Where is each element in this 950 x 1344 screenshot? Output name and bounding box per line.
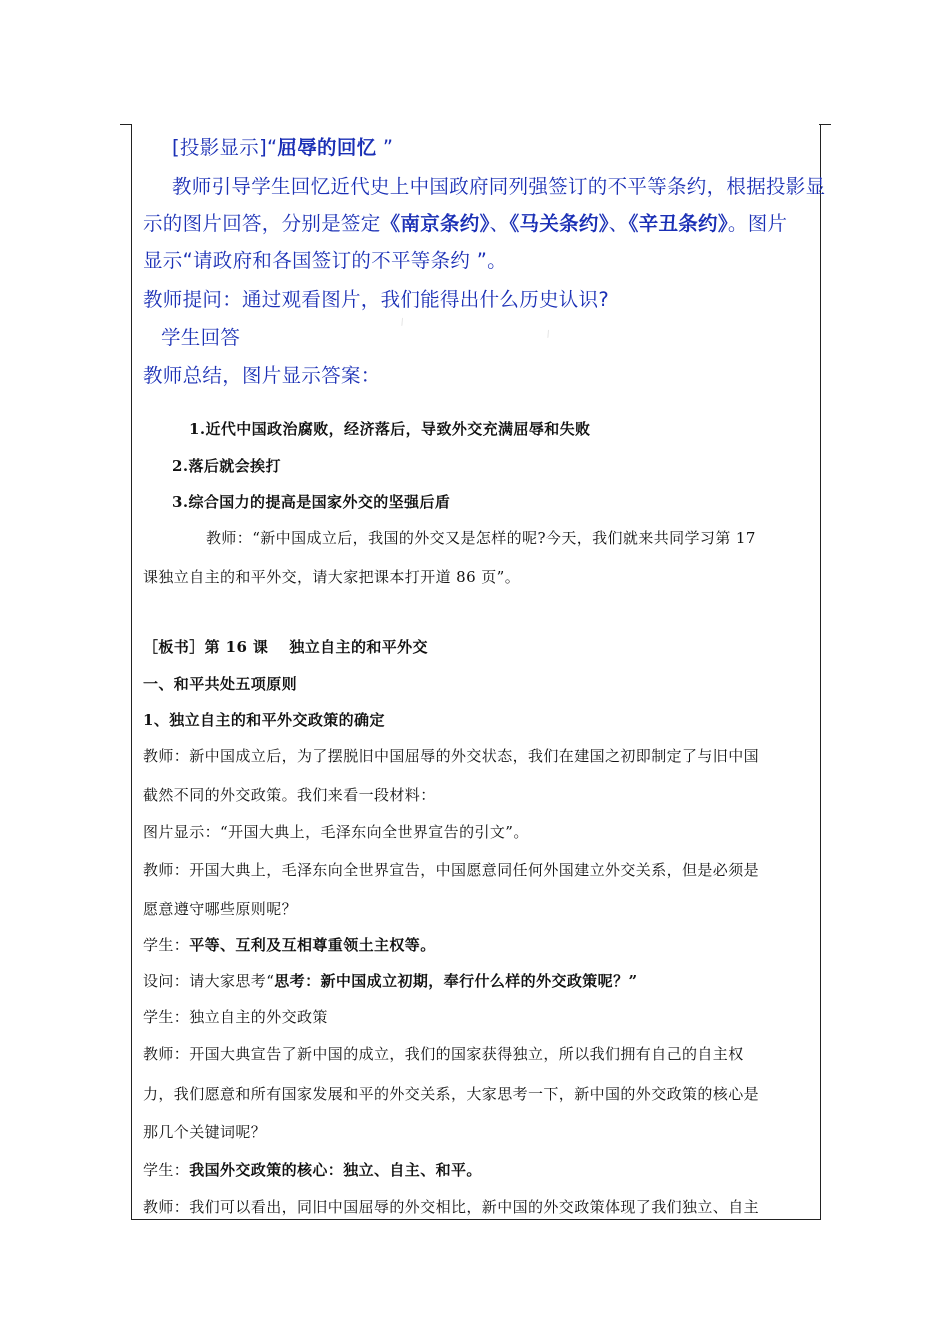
treaty-maguan: 《马关条约》 (509, 212, 609, 235)
section-heading-2: 1、独立自主的和平外交政策的确定 (143, 711, 385, 729)
separator: 、 (608, 212, 629, 235)
paragraph-line-1: 教师引导学生回忆近代史上中国政府同列强签订的不平等条约，根据投影显 (172, 175, 826, 198)
dialogue-line: 学生：独立自主的外交政策 (143, 1008, 328, 1026)
dialogue-line: 教师：新中国成立后，为了摆脱旧中国屈辱的外交状态，我们在建国之初即制定了与旧中国 (143, 747, 760, 765)
speaker-label: 学生： (143, 936, 190, 954)
treaty-xinchou: 《辛丑条约》 (628, 212, 728, 235)
projection-prefix: [投影显示] (172, 136, 268, 159)
projection-title: 屈辱的回忆 (277, 136, 377, 159)
answer-item-1: 1.近代中国政治腐败，经济落后，导致外交充满屈辱和失败 (189, 420, 591, 438)
dialogue-line: 截然不同的外交政策。我们来看一段材料： (143, 786, 436, 804)
dialogue-line: 愿意遵守哪些原则呢？ (143, 900, 298, 918)
answer-item-2: 2.落后就会挨打 (172, 457, 281, 475)
watermark-mark: ⁄ (545, 330, 552, 340)
teacher-summary: 教师总结，图片显示答案： (143, 364, 381, 387)
dialogue-line (143, 970, 638, 991)
question-bold: 思考：新中国成立初期，奉行什么样的外交政策呢？” (274, 972, 638, 990)
paragraph-line-3: 显示“请政府和各国签订的不平等条约 ”。 (143, 249, 507, 272)
text-span: 示的图片回答，分别是签定 (143, 212, 381, 235)
student-answer-bold: 我国外交政策的核心：独立、自主、和平。 (189, 1161, 482, 1179)
separator: 、 (489, 212, 510, 235)
answer-item-3: 3.综合国力的提高是国家外交的坚强后盾 (172, 493, 451, 511)
teacher-question: 教师提问：通过观看图片，我们能得出什么历史认识? (143, 288, 610, 311)
dialogue-line: 教师：我们可以看出，同旧中国屈辱的外交相比，新中国的外交政策体现了我们独立、自主 (143, 1198, 760, 1216)
projection-line (172, 132, 393, 160)
quote-open: “ (267, 136, 278, 159)
dialogue-line: 那几个关键词呢？ (143, 1123, 267, 1141)
dialogue-line (143, 1159, 482, 1180)
dialogue-line: 图片显示：“开国大典上，毛泽东向全世界宣告的引文”。 (143, 823, 529, 841)
student-answer-bold: 平等、互利及互相尊重领土主权等。 (189, 936, 436, 954)
dialogue-line: 力，我们愿意和所有国家发展和平的外交关系，大家思考一下，新中国的外交政策的核心是 (143, 1085, 760, 1103)
dialogue-line (143, 934, 436, 955)
intro-line-1: 教师：“新中国成立后，我国的外交又是怎样的呢?今天，我们就来共同学习第 17 (206, 529, 756, 547)
text-span: 。图片 (727, 212, 788, 235)
treaty-nanjing: 《南京条约》 (380, 212, 490, 235)
quote-close: ” (376, 136, 394, 159)
section-heading-1: 一、和平共处五项原则 (143, 675, 298, 693)
dialogue-line: 教师：开国大典宣告了新中国的成立，我们的国家获得独立，所以我们拥有自己的自主权 (143, 1045, 744, 1063)
dialogue-line: 教师：开国大典上，毛泽东向全世界宣告，中国愿意同任何外国建立外交关系，但是必须是 (143, 861, 760, 879)
paragraph-line-2 (143, 208, 787, 236)
speaker-label: 设问：请大家思考“ (143, 972, 275, 990)
intro-line-2: 课独立自主的和平外交，请大家把课本打开道 86 页”。 (143, 568, 521, 586)
speaker-label: 学生： (143, 1161, 190, 1179)
student-answer: 学生回答 (161, 326, 241, 349)
board-title: ［板书］第 16 课 独立自主的和平外交 (143, 638, 428, 656)
watermark-mark: ⁄ (399, 318, 406, 328)
